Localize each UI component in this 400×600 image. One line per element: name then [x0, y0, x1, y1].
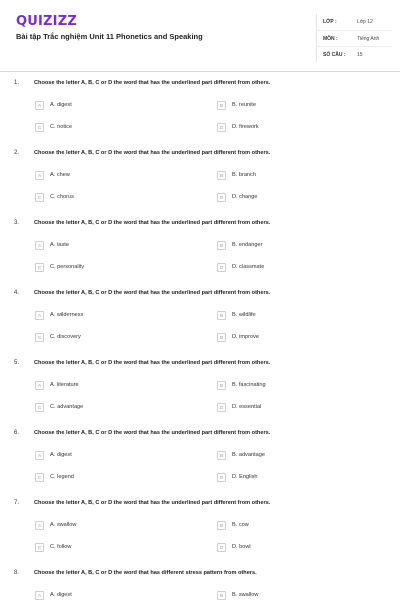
option-letter-box: B [217, 101, 226, 110]
question-list [0, 80, 400, 600]
option-label: A. taste [50, 242, 69, 248]
option-letter-box: C [35, 403, 44, 412]
option-label: D. bowl [232, 544, 251, 550]
option-label: B. reunite [232, 102, 256, 108]
question-number: 8. [14, 570, 20, 576]
option-letter-box: D [217, 263, 226, 272]
option-label: B. cow [232, 522, 249, 528]
option-letter-box: B [217, 311, 226, 320]
answer-option[interactable] [35, 100, 72, 110]
option-label: B. swallow [232, 592, 259, 598]
worksheet-header [0, 0, 400, 72]
option-label: A. digest [50, 452, 72, 458]
option-letter-box: B [217, 521, 226, 530]
option-letter-box: B [217, 451, 226, 460]
answer-option[interactable] [35, 192, 74, 202]
question-prompt: Choose the letter A, B, C or D the word that has different stress pattern from others. [34, 570, 257, 576]
option-letter-box: D [217, 403, 226, 412]
answer-option[interactable] [35, 380, 79, 390]
question-prompt: Choose the letter A, B, C or D the word that has the underlined part different from others. [34, 290, 271, 296]
question-number: 6. [14, 430, 20, 436]
question-number: 4. [14, 290, 20, 296]
answer-option[interactable] [35, 240, 69, 250]
option-letter-box: B [217, 381, 226, 390]
question-number: 5. [14, 360, 20, 366]
option-letter-box: A [35, 521, 44, 530]
option-letter-box: A [35, 101, 44, 110]
answer-option[interactable] [217, 590, 258, 600]
option-letter-box: C [35, 543, 44, 552]
question-item [0, 360, 400, 430]
option-letter-box: A [35, 451, 44, 460]
option-label: B. advantage [232, 452, 265, 458]
option-label: D. improve [232, 334, 260, 340]
answer-option[interactable] [217, 472, 258, 482]
option-label: A. literature [50, 382, 79, 388]
option-letter-box: D [217, 333, 226, 342]
answer-option[interactable] [217, 380, 266, 390]
question-item [0, 150, 400, 220]
question-item [0, 500, 400, 570]
meta-value: Lớp 12 [357, 19, 373, 25]
question-item [0, 80, 400, 150]
answer-option[interactable] [217, 450, 265, 460]
question-number: 1. [14, 80, 20, 86]
option-letter-box: D [217, 123, 226, 132]
answer-option[interactable] [35, 450, 72, 460]
meta-row-subject [317, 30, 392, 46]
option-letter-box: D [217, 543, 226, 552]
option-label: A. digest [50, 592, 72, 598]
option-letter-box: B [217, 591, 226, 600]
meta-label: SỐ CÂU : [323, 51, 346, 58]
meta-row-count [317, 46, 392, 62]
answer-option[interactable] [217, 402, 261, 412]
option-label: B. branch [232, 172, 256, 178]
answer-option[interactable] [217, 262, 264, 272]
question-prompt: Choose the letter A, B, C or D the word that has the underlined part different from others. [34, 220, 271, 226]
option-label: B. endanger [232, 242, 263, 248]
option-label: C. advantage [50, 404, 84, 410]
answer-option[interactable] [35, 590, 72, 600]
meta-label: LỚP : [323, 19, 337, 25]
answer-option[interactable] [217, 100, 256, 110]
answer-option[interactable] [35, 402, 83, 412]
option-label: C. personality [50, 264, 85, 270]
meta-value: Tiếng Anh [357, 35, 380, 42]
worksheet-meta [316, 14, 392, 62]
question-number: 7. [14, 500, 20, 506]
question-item [0, 290, 400, 360]
quizizz-logo: QUIZIZZ [16, 14, 77, 29]
meta-value: 15 [357, 51, 363, 58]
answer-option[interactable] [217, 520, 249, 530]
question-prompt: Choose the letter A, B, C or D the word that has the underlined part different from others. [34, 360, 271, 366]
option-label: D. essential [232, 404, 262, 410]
option-letter-box: D [217, 473, 226, 482]
question-item [0, 570, 400, 600]
answer-option[interactable] [35, 262, 84, 272]
option-letter-box: A [35, 591, 44, 600]
meta-row-grade [317, 14, 392, 30]
answer-option[interactable] [35, 520, 76, 530]
option-label: D. classmate [232, 264, 265, 270]
answer-option[interactable] [217, 310, 256, 320]
option-label: A. chew [50, 172, 70, 178]
option-letter-box: B [217, 171, 226, 180]
question-item [0, 430, 400, 500]
option-label: A. wilderness [50, 312, 84, 318]
question-prompt: Choose the letter A, B, C or D the word that has the underlined part different from others. [34, 80, 271, 86]
option-label: D. English [232, 474, 258, 480]
option-label: D. change [232, 194, 258, 200]
answer-option[interactable] [217, 542, 251, 552]
answer-option[interactable] [35, 472, 74, 482]
question-number: 2. [14, 150, 20, 156]
answer-option[interactable] [217, 240, 262, 250]
option-label: C. discovery [50, 334, 81, 340]
answer-option[interactable] [35, 310, 83, 320]
option-letter-box: A [35, 171, 44, 180]
answer-option[interactable] [217, 332, 259, 342]
answer-option[interactable] [35, 332, 81, 342]
option-letter-box: A [35, 241, 44, 250]
option-label: A. swallow [50, 522, 77, 528]
option-label: D. firework [232, 124, 259, 130]
option-letter-box: D [217, 193, 226, 202]
answer-option[interactable] [35, 122, 72, 132]
option-letter-box: B [217, 241, 226, 250]
option-label: C. notice [50, 124, 73, 130]
option-letter-box: C [35, 333, 44, 342]
answer-option[interactable] [217, 170, 256, 180]
question-number: 3. [14, 220, 20, 226]
option-label: A. digest [50, 102, 72, 108]
answer-option[interactable] [35, 542, 71, 552]
option-label: C. legend [50, 474, 74, 480]
question-item [0, 220, 400, 290]
option-letter-box: C [35, 473, 44, 482]
option-label: C. chorus [50, 194, 74, 200]
question-prompt: Choose the letter A, B, C or D the word that has the underlined part different from others. [34, 430, 271, 436]
option-label: B. fascinating [232, 382, 266, 388]
answer-option[interactable] [35, 170, 70, 180]
option-letter-box: A [35, 381, 44, 390]
option-letter-box: C [35, 123, 44, 132]
meta-label: MÔN : [323, 35, 338, 42]
option-label: C. follow [50, 544, 72, 550]
option-letter-box: C [35, 263, 44, 272]
question-prompt: Choose the letter A, B, C or D the word that has the underlined part different from others. [34, 150, 271, 156]
worksheet-title: Bài tập Trắc nghiệm Unit 11 Phonetics and Speaking [16, 32, 203, 41]
option-letter-box: A [35, 311, 44, 320]
question-prompt: Choose the letter A, B, C or D the word that has the underlined part different from others. [34, 500, 271, 506]
answer-option[interactable] [217, 192, 258, 202]
answer-option[interactable] [217, 122, 259, 132]
option-letter-box: C [35, 193, 44, 202]
option-label: B. wildlife [232, 312, 256, 318]
